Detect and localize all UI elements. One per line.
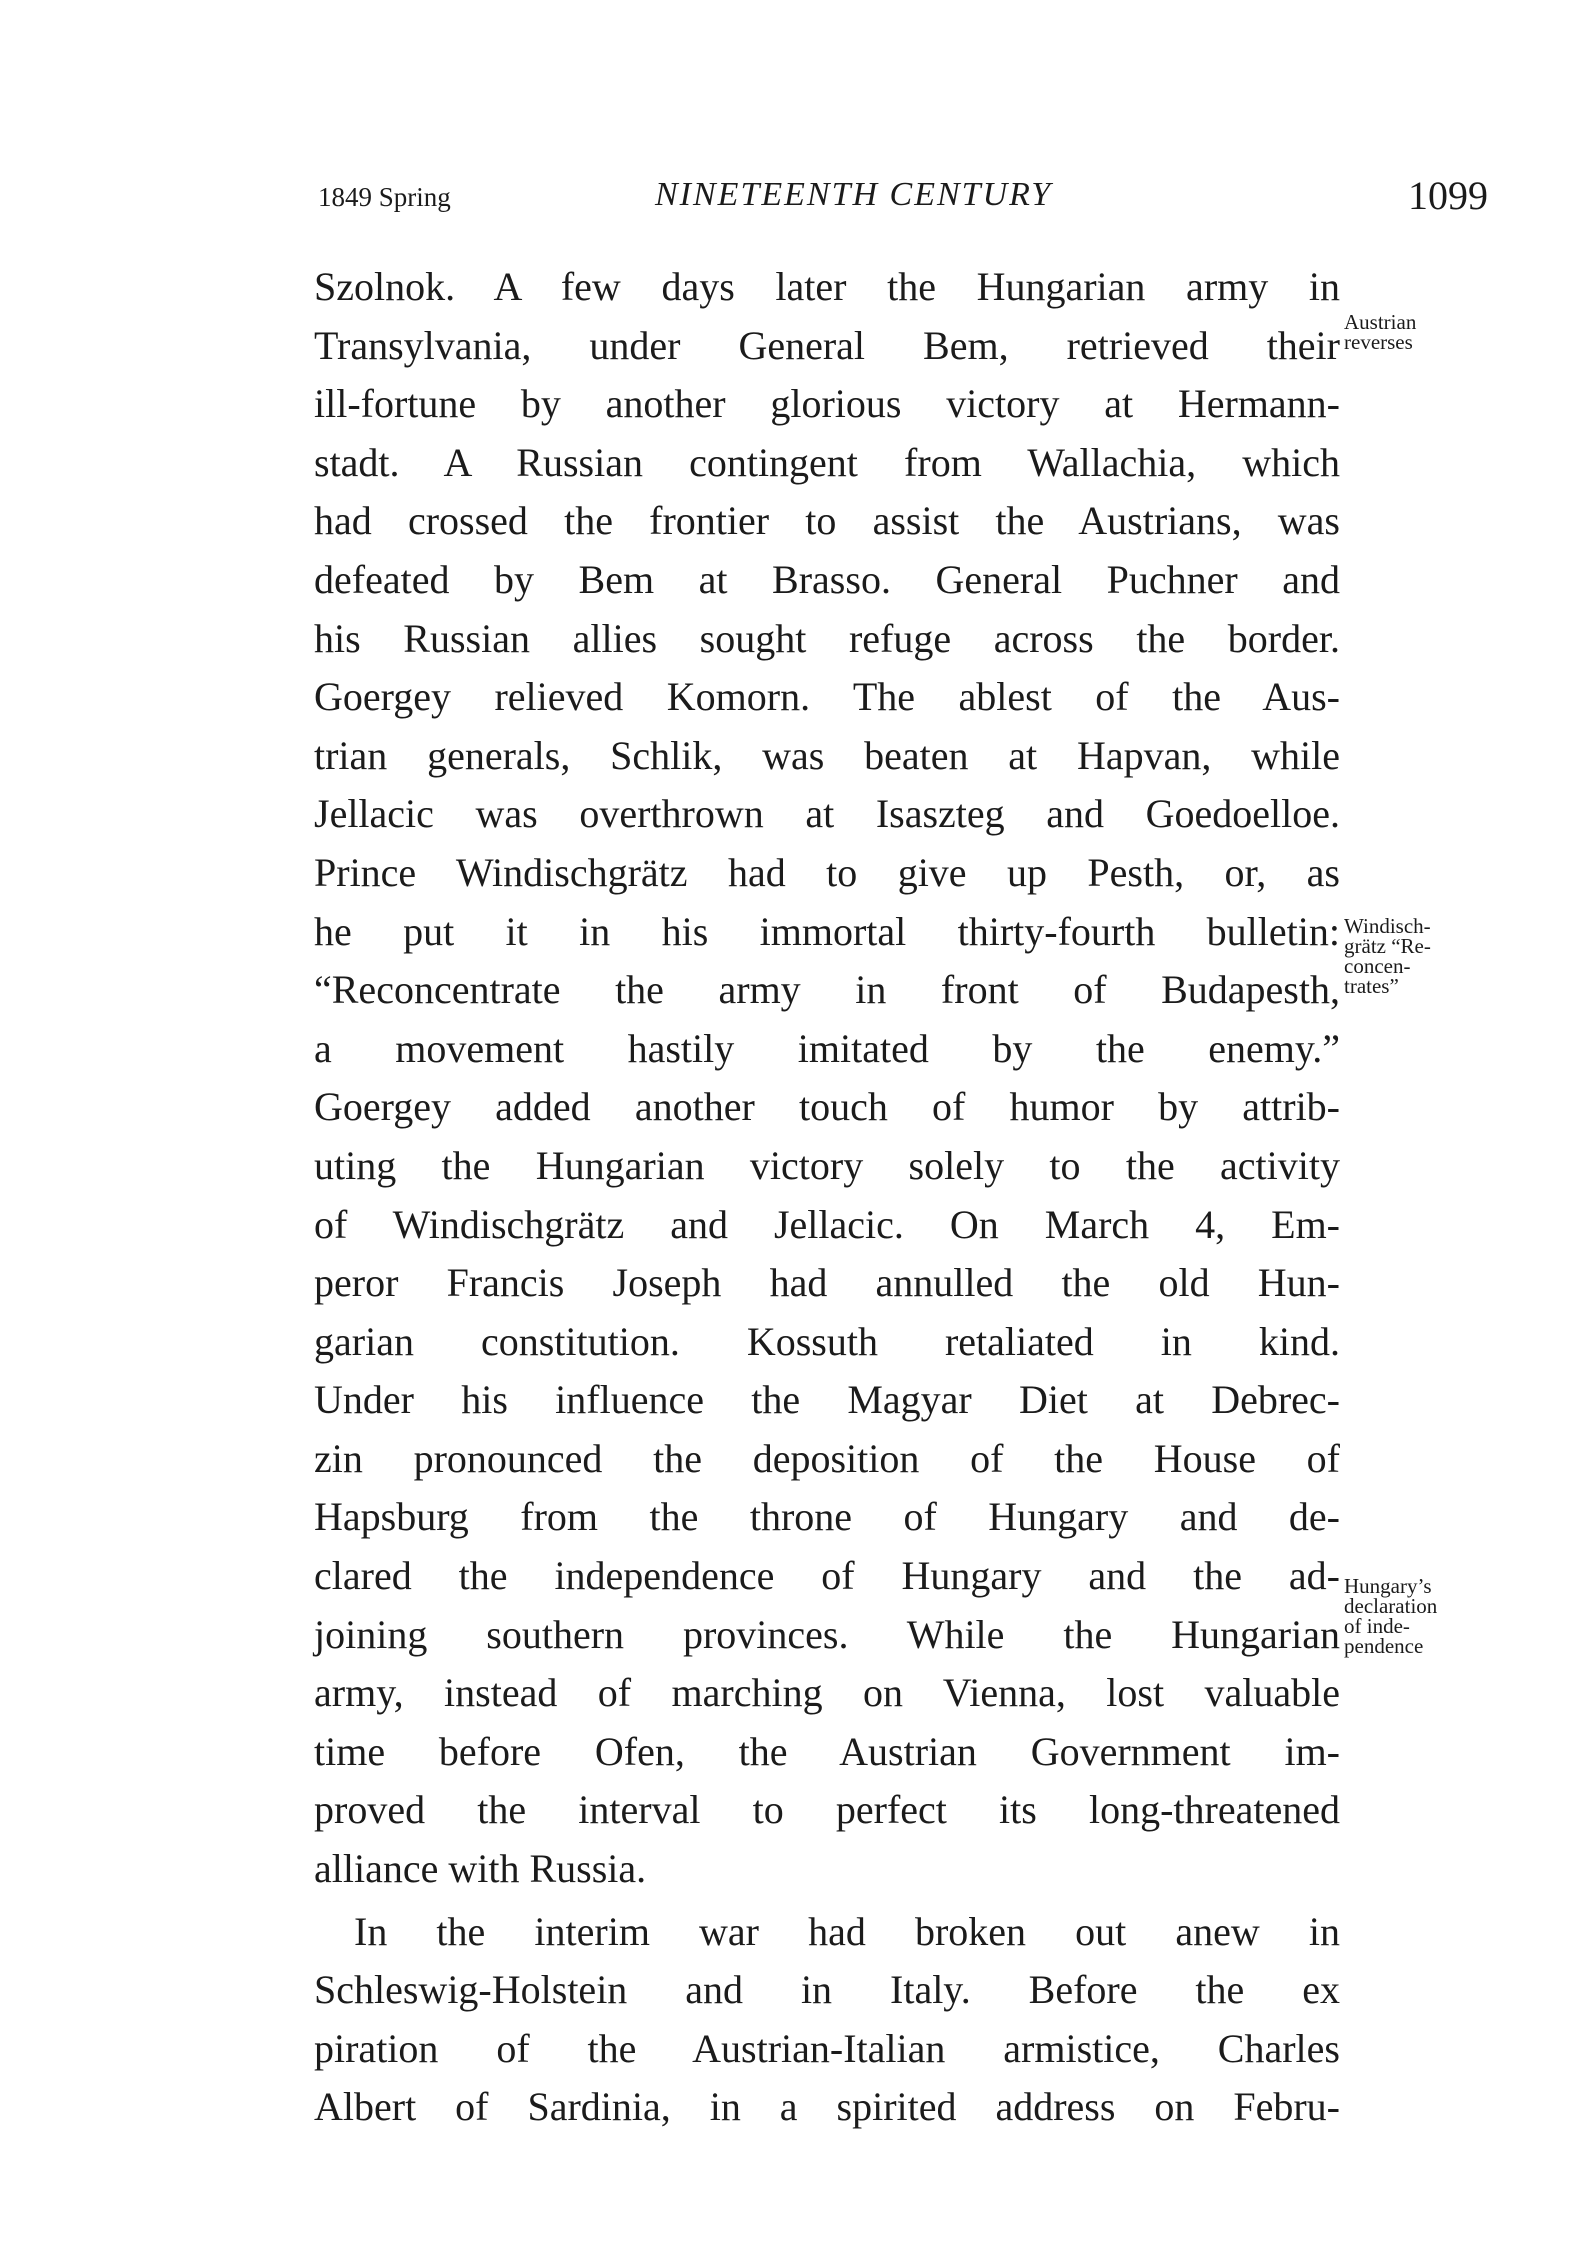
text-line: Under his influence the Magyar Diet at Debrec- [314,1377,1340,1423]
margin-note-windischgratz [1344,916,1431,996]
margin-note-line: Austrian [1344,310,1417,334]
text-line: Goergey added another touch of humor by attrib- [314,1084,1340,1130]
text-line: uting the Hungarian victory solely to the activity [314,1142,1340,1188]
margin-note-line: reverses [1344,330,1413,354]
margin-note-line: trates” [1344,974,1399,998]
body-text [314,258,1340,2137]
text-line: he put it in his immortal thirty-fourth bulletin: [314,908,1340,954]
text-line: alliance with Russia. [314,1846,647,1892]
margin-note-line: of inde- [1344,1614,1410,1638]
text-line: Goergey relieved Komorn. The ablest of the Aus- [314,674,1340,720]
text-line: ill-fortune by another glorious victory at Hermann- [314,381,1340,427]
text-line: clared the independence of Hungary and the ad- [314,1553,1340,1599]
paragraph-1 [314,258,1340,1899]
running-header [0,172,1571,232]
text-line: Schleswig-Holstein and in Italy. Before the ex [314,1967,1340,2013]
margin-note-austrian-reverses [1344,312,1416,352]
text-line: proved the interval to perfect its long-threatened [314,1787,1340,1833]
text-line: peror Francis Joseph had annulled the old Hun- [314,1260,1340,1306]
text-line: In the interim war had broken out anew in [354,1908,1340,1954]
margin-note-line: Windisch- [1344,914,1431,938]
text-line: army, instead of marching on Vienna, lost valuable [314,1670,1340,1716]
text-line: of Windischgrätz and Jellacic. On March 4, Em- [314,1201,1340,1247]
text-line: garian constitution. Kossuth retaliated in kind. [314,1318,1340,1364]
margin-note-hungary-independence [1344,1576,1437,1656]
text-line: Albert of Sardinia, in a spirited address on Febru- [314,2084,1340,2130]
text-line: zin pronounced the deposition of the House of [314,1435,1340,1481]
text-line: had crossed the frontier to assist the Austrians, was [314,498,1340,544]
header-date: 1849 Spring [318,182,451,212]
text-line: “Reconcentrate the army in front of Budapesth, [314,967,1340,1013]
margin-note-line: declaration [1344,1594,1438,1618]
text-line: a movement hastily imitated by the enemy.” [314,1025,1340,1071]
margin-note-line: Hungary’s [1344,1574,1432,1598]
paragraph-2 [314,1903,1340,2137]
text-line: defeated by Bem at Brasso. General Puchner and [314,556,1340,602]
text-line: Hapsburg from the throne of Hungary and de- [314,1494,1340,1540]
text-line: piration of the Austrian-Italian armistice, Charles [314,2025,1340,2071]
text-line: joining southern provinces. While the Hungarian [314,1611,1340,1657]
text-line: Jellacic was overthrown at Isaszteg and Goedoelloe. [314,791,1340,837]
page-number: 1099 [1408,173,1488,218]
text-line: trian generals, Schlik, was beaten at Hapvan, while [314,732,1340,778]
header-title: NINETEENTH CENTURY [655,176,1053,213]
text-line: Transylvania, under General Bem, retrieved their [314,322,1340,368]
text-line: Szolnok. A few days later the Hungarian army in [314,264,1340,309]
text-line: stadt. A Russian contingent from Wallachia, which [314,439,1340,485]
margin-note-line: grätz “Re- [1344,934,1431,958]
margin-note-line: pendence [1344,1634,1424,1658]
text-line: his Russian allies sought refuge across the border. [314,615,1340,661]
text-line: Prince Windischgrätz had to give up Pesth, or, as [314,849,1340,895]
text-line: time before Ofen, the Austrian Government im- [314,1728,1340,1774]
margin-note-line: concen- [1344,954,1411,978]
